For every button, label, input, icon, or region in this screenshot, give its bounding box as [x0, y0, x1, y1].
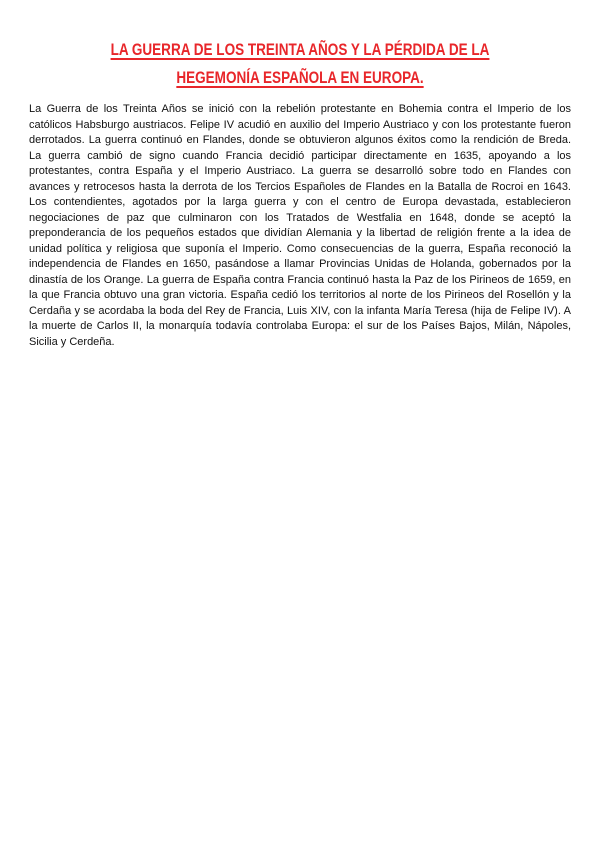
document-body-paragraph: La Guerra de los Treinta Años se inició con la rebelión protestante en Bohemia contra el Imperio de los católicos Habsburgo austriacos. Felipe IV acudió en auxilio del Imperio Austriaco y con los protestante fueron derrotados. La guerra continuó en Flandes, donde se obtuvieron algunos éxitos como la rendición de Breda. La guerra cambió de signo cuando Francia decidió participar directamente en 1635, apoyando a los protestantes, contra España y el Imperio Austriaco. La guerra se desarrolló sobre todo en Flandes con avances y retrocesos hasta la derrota de los Tercios Españoles de Flandes en la Batalla de Rocroi en 1643. Los contendientes, agotados por la larga guerra y con el centro de Europa devastada, establecieron negociaciones de paz que culminaron con los Tratados de Westfalia en 1648, donde se aceptó la preponderancia de los pequeños estados que dividían Alemania y la libertad de religión frente a la idea de unidad política y religiosa que suponía el Imperio. Como consecuencias de la guerra, España reconoció la independencia de Flandes en 1650, pasándose a llamar Provincias Unidas de Holanda, gobernados por la dinastía de los Orange. La guerra de España contra Francia continuó hasta la Paz de los Pirineos de 1659, en la que Francia obtuvo una gran victoria. España cedió los territorios al norte de los Pirineos del Rosellón y la Cerdaña y se acordaba la boda del Rey de Francia, Luis XIV, con la infanta María Teresa (hija de Felipe IV). A la muerte de Carlos II, la monarquía todavía controlaba Europa: el sur de los Países Bajos, Milán, Nápoles, Sicilia y Cerdeña.	[29, 103, 571, 348]
document-title: LA GUERRA DE LOS TREINTA AÑOS Y LA PÉRDIDA DE LA HEGEMONÍA ESPAÑOLA EN EUROPA.	[110, 41, 490, 87]
